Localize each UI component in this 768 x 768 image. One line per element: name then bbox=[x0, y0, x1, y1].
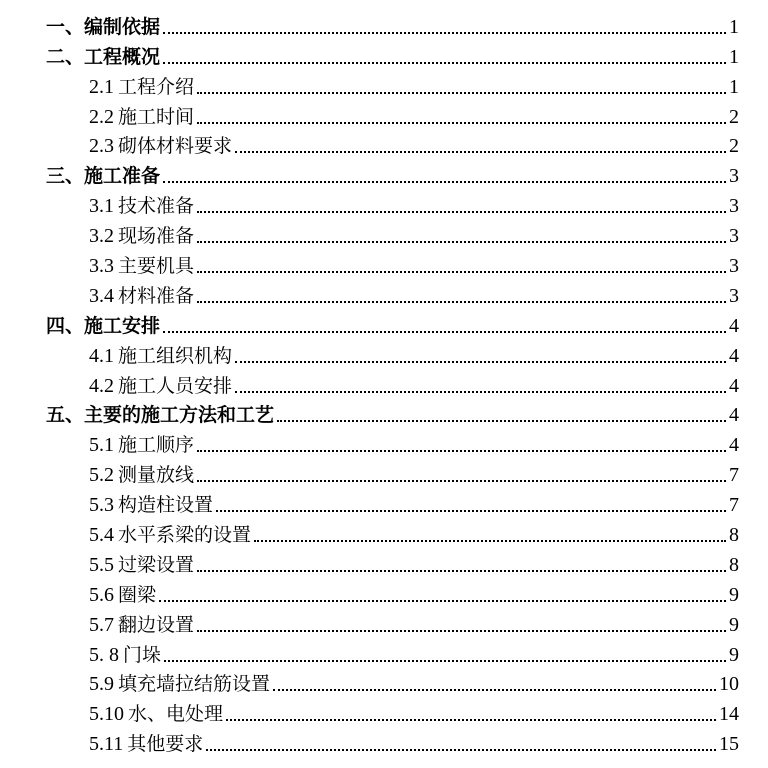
toc-entry-number: 2.2 bbox=[89, 105, 114, 128]
toc-entry-number: 5.3 bbox=[89, 494, 114, 517]
dot-leader bbox=[197, 122, 726, 124]
toc-entry-title: 四、施工安排 bbox=[46, 314, 161, 337]
toc-entry-page-number: 1 bbox=[729, 75, 739, 98]
toc-entry[interactable] bbox=[46, 69, 739, 99]
toc-entry-number: 4.1 bbox=[89, 344, 114, 367]
dot-leader bbox=[197, 92, 726, 94]
toc-entry-page-number: 7 bbox=[729, 464, 739, 487]
toc-entry-page-number: 7 bbox=[729, 494, 739, 517]
toc-entry-number: 5.2 bbox=[89, 464, 114, 487]
toc-entry-title: 技术准备 bbox=[118, 195, 195, 218]
toc-entry[interactable] bbox=[46, 368, 739, 398]
dot-leader bbox=[197, 480, 726, 482]
dot-leader bbox=[197, 241, 726, 243]
toc-entry-title: 水、电处理 bbox=[128, 703, 224, 726]
toc-entry-page-number: 15 bbox=[719, 733, 739, 756]
dot-leader bbox=[197, 211, 726, 213]
dot-leader bbox=[277, 420, 726, 422]
toc-entry-title: 材料准备 bbox=[118, 284, 195, 307]
toc-entry-title: 翻边设置 bbox=[118, 613, 195, 636]
toc-entry-number: 3.2 bbox=[89, 225, 114, 248]
toc-entry[interactable] bbox=[46, 9, 739, 39]
toc-entry-number: 4.2 bbox=[89, 374, 114, 397]
toc-entry[interactable] bbox=[46, 39, 739, 69]
toc-entry-title: 施工人员安排 bbox=[118, 374, 233, 397]
toc-entry-number: 5. 8 bbox=[89, 643, 119, 666]
dot-leader bbox=[164, 660, 726, 662]
dot-leader bbox=[163, 331, 726, 333]
toc-entry-title: 主要机具 bbox=[118, 255, 195, 278]
toc-entry-page-number: 4 bbox=[729, 404, 739, 427]
toc-entry-number: 5.5 bbox=[89, 553, 114, 576]
toc-entry-title: 圈梁 bbox=[118, 583, 157, 606]
toc-entry-page-number: 2 bbox=[729, 135, 739, 158]
dot-leader bbox=[163, 32, 726, 34]
toc-entry-page-number: 1 bbox=[729, 15, 739, 38]
toc-entry-page-number: 9 bbox=[729, 583, 739, 606]
dot-leader bbox=[216, 510, 726, 512]
toc-entry[interactable] bbox=[46, 487, 739, 517]
toc-entry-number: 2.3 bbox=[89, 135, 114, 158]
toc-entry-number: 5.9 bbox=[89, 673, 114, 696]
dot-leader bbox=[254, 540, 726, 542]
toc-entry[interactable] bbox=[46, 547, 739, 577]
toc-entry-title: 一、编制依据 bbox=[46, 15, 161, 38]
dot-leader bbox=[159, 600, 726, 602]
toc-entry-title: 测量放线 bbox=[118, 464, 195, 487]
toc-entry[interactable] bbox=[46, 637, 739, 667]
toc-entry[interactable] bbox=[46, 726, 739, 756]
toc-entry-page-number: 8 bbox=[729, 524, 739, 547]
toc-entry[interactable] bbox=[46, 129, 739, 159]
toc-entry[interactable] bbox=[46, 218, 739, 248]
toc-entry-title: 现场准备 bbox=[118, 225, 195, 248]
dot-leader bbox=[197, 271, 726, 273]
toc-entry-number: 5.11 bbox=[89, 733, 124, 756]
toc-entry[interactable] bbox=[46, 308, 739, 338]
toc-entry-page-number: 4 bbox=[729, 434, 739, 457]
toc-entry-title: 施工顺序 bbox=[118, 434, 195, 457]
toc-entry-number: 2.1 bbox=[89, 75, 114, 98]
toc-entry[interactable] bbox=[46, 607, 739, 637]
toc-entry-page-number: 9 bbox=[729, 613, 739, 636]
toc-entry-number: 3.4 bbox=[89, 284, 114, 307]
toc-entry-title: 施工时间 bbox=[118, 105, 195, 128]
toc-entry-page-number: 3 bbox=[729, 195, 739, 218]
toc-entry[interactable] bbox=[46, 158, 739, 188]
dot-leader bbox=[226, 719, 716, 721]
toc-entry-title: 砌体材料要求 bbox=[118, 135, 233, 158]
toc-entry-page-number: 14 bbox=[719, 703, 739, 726]
toc-entry-page-number: 2 bbox=[729, 105, 739, 128]
toc-entry[interactable] bbox=[46, 248, 739, 278]
dot-leader bbox=[197, 630, 726, 632]
toc-entry-page-number: 3 bbox=[729, 284, 739, 307]
toc-entry[interactable] bbox=[46, 398, 739, 428]
toc-entry[interactable] bbox=[46, 577, 739, 607]
dot-leader bbox=[235, 391, 726, 393]
toc-entry-title: 填充墙拉结筋设置 bbox=[118, 673, 271, 696]
dot-leader bbox=[197, 570, 726, 572]
toc-entry[interactable] bbox=[46, 338, 739, 368]
toc-entry[interactable] bbox=[46, 696, 739, 726]
toc-entry-number: 5.6 bbox=[89, 583, 114, 606]
toc-entry[interactable] bbox=[46, 457, 739, 487]
toc-entry-number: 3.1 bbox=[89, 195, 114, 218]
table-of-contents bbox=[46, 9, 739, 756]
dot-leader bbox=[235, 151, 726, 153]
toc-entry-page-number: 1 bbox=[729, 45, 739, 68]
toc-entry-page-number: 3 bbox=[729, 255, 739, 278]
toc-entry-page-number: 3 bbox=[729, 225, 739, 248]
toc-entry-page-number: 9 bbox=[729, 643, 739, 666]
toc-entry-number: 5.10 bbox=[89, 703, 124, 726]
toc-entry[interactable] bbox=[46, 99, 739, 129]
toc-entry-page-number: 4 bbox=[729, 314, 739, 337]
toc-entry-title: 工程介绍 bbox=[118, 75, 195, 98]
toc-entry-page-number: 8 bbox=[729, 553, 739, 576]
toc-entry-title: 二、工程概况 bbox=[46, 45, 161, 68]
toc-entry-page-number: 10 bbox=[719, 673, 739, 696]
toc-entry-number: 5.4 bbox=[89, 524, 114, 547]
toc-entry[interactable] bbox=[46, 427, 739, 457]
toc-entry-page-number: 4 bbox=[729, 374, 739, 397]
dot-leader bbox=[273, 689, 716, 691]
toc-entry-title: 水平系梁的设置 bbox=[118, 524, 252, 547]
toc-entry-title: 五、主要的施工方法和工艺 bbox=[46, 404, 275, 427]
dot-leader bbox=[163, 62, 726, 64]
toc-entry-title: 施工组织机构 bbox=[118, 344, 233, 367]
toc-entry[interactable] bbox=[46, 517, 739, 547]
toc-entry-title: 三、施工准备 bbox=[46, 165, 161, 188]
toc-entry-title: 构造柱设置 bbox=[118, 494, 214, 517]
dot-leader bbox=[163, 181, 726, 183]
toc-entry-number: 5.7 bbox=[89, 613, 114, 636]
toc-entry-title: 其他要求 bbox=[127, 733, 204, 756]
toc-entry-title: 过梁设置 bbox=[118, 553, 195, 576]
toc-entry-number: 5.1 bbox=[89, 434, 114, 457]
toc-entry-number: 3.3 bbox=[89, 255, 114, 278]
dot-leader bbox=[235, 361, 726, 363]
dot-leader bbox=[206, 749, 716, 751]
dot-leader bbox=[197, 450, 726, 452]
toc-entry[interactable] bbox=[46, 667, 739, 697]
toc-entry-page-number: 4 bbox=[729, 344, 739, 367]
toc-entry[interactable] bbox=[46, 278, 739, 308]
toc-entry-title: 门垛 bbox=[123, 643, 162, 666]
toc-entry-page-number: 3 bbox=[729, 165, 739, 188]
dot-leader bbox=[197, 301, 726, 303]
toc-entry[interactable] bbox=[46, 188, 739, 218]
